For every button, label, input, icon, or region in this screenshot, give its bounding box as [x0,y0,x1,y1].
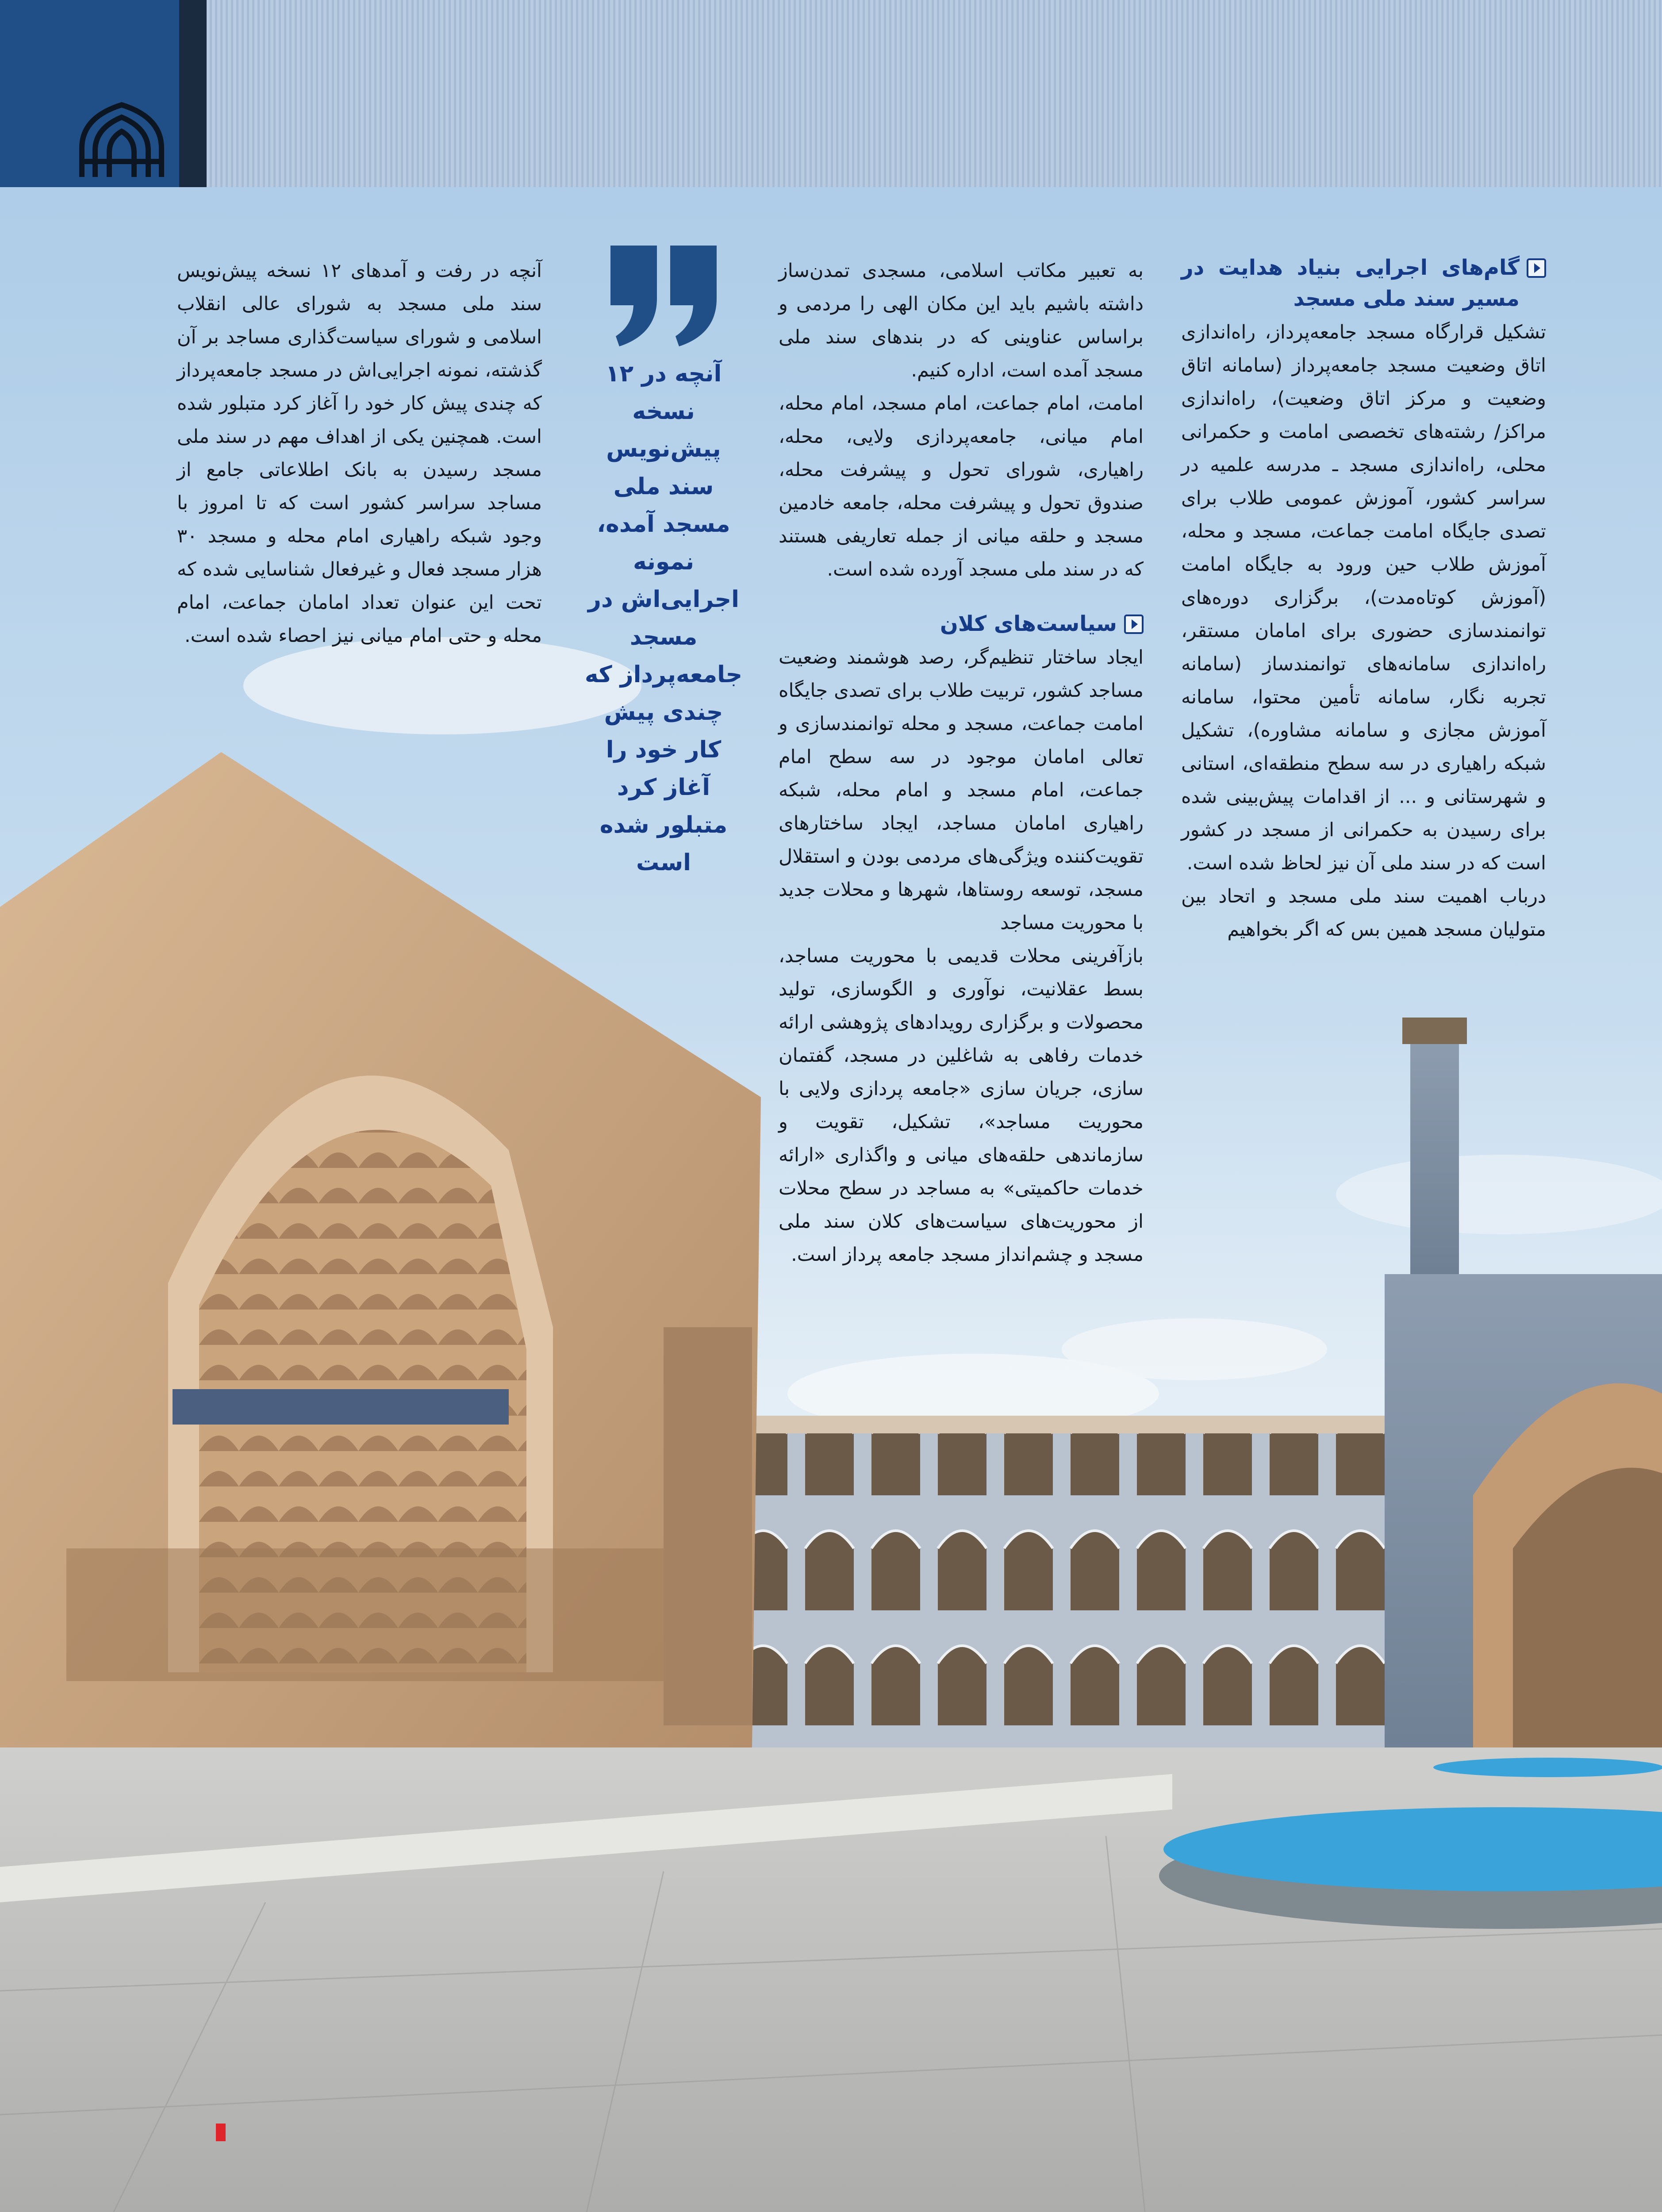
mosque-dome-icon [77,100,166,179]
header-pattern-band [207,0,1662,187]
section-heading-steps [1181,252,1546,314]
header-logo-box [0,0,179,187]
body-paragraph: درباب اهمیت سند ملی مسجد و اتحاد بین متولیان مسجد همین بس که اگر بخواهیم [1181,885,1546,941]
body-paragraph: بازآفرینی محلات قدیمی با محوریت مساجد، بسط عقلانیت، نوآوری و الگوسازی، تولید محصولات و برگزاری رویدادهای پژوهشی ارائه خدمات رفاهی به شاغلین در مسجد، گفتمان سازی، جریان سازی «جامعه پردازی ولایی با محوریت مساجد»، تشکیل، تقویت و سازماندهی حلقه‌های میانی و واگذاری «ارائه خدمات حاکمیتی» به مساجد در سطح محلات از محوریت‌های سیاست‌های کلان سند ملی مسجد و چشم‌انداز مسجد جامعه پرداز است. [779,945,1144,1266]
body-paragraph: آنچه در رفت و آمدهای ۱۲ نسخه پیش‌نویس سند ملی مسجد به شورای عالی انقلاب اسلامی و شورای سیاست‌گذاری مساجد بر آن گذشته، نمونه اجرایی‌اش در مسجد جامعه‌پرداز که چندی پیش کار خود را آغاز کرد متبلور شده است. همچنین یکی از اهداف مهم در سند ملی مسجد رسیدن به بانک اطلاعاتی جامع از مساجد سراسر کشور است که تا امروز با وجود شبکه راهیاری امام محله و مسجد ۳۰ هزار مسجد فعال و غیرفعال شناسایی شده که تحت این عنوان تعداد امامان جماعت، امام محله و حتی امام میانی نیز احصاء شده است. [177,260,542,647]
article-column-2 [779,254,1144,1271]
quotation-mark-icon [606,246,721,347]
article-column-1 [1181,252,1546,946]
article-column-3 [177,254,542,653]
body-paragraph: ایجاد ساختار تنظیم‌گر، رصد هوشمند وضعیت مساجد کشور، تربیت طلاب برای تصدی جایگاه امامت جماعت، مسجد و محله توانمندسازی و تعالی امامان موجود در سه سطح امام جماعت، امام مسجد و امام محله، شبکه راهیاری امامان مساجد، ایجاد ساختارهای تقویت‌کننده ویژگی‌های مردمی بودن و استقلال مسجد، توسعه روستاها، شهرها و محلات جدید با محوریت مساجد [779,646,1144,934]
section-heading-text: گام‌های اجرایی بنیاد هدایت در مسیر سند ملی مسجد [1181,255,1520,311]
page-marker [216,2124,226,2141]
pull-quote [584,246,743,882]
section-heading-policies [779,608,1144,639]
body-paragraph: امامت، امام جماعت، امام مسجد، امام محله، امام میانی، جامعه‌پردازی ولایی، محله، راهیاری، شورای تحول و پیشرفت محله، صندوق تحول و پیشرفت محله، جامعه خادمین مسجد و حلقه میانی از جمله تعاریفی هستند که در سند ملی مسجد آورده شده است. [779,392,1144,580]
body-paragraph: به تعبیر مکاتب اسلامی، مسجدی تمدن‌ساز داشته باشیم باید این مکان الهی را مردمی و براساس عناوینی که در بندهای سند ملی مسجد آمده است، اداره کنیم. [779,260,1144,381]
header-dark-stripe [179,0,207,187]
bullet-marker-icon [1527,258,1546,278]
section-heading-text: سیاست‌های کلان [940,611,1117,636]
pull-quote-text: آنچه در ۱۲ نسخه پیش‌نویس سند ملی مسجد آمده، نمونه اجرایی‌اش در مسجد جامعه‌پرداز که چندی پیش کار خود را آغاز کرد متبلور شده است [584,361,743,876]
bullet-marker-icon [1124,614,1144,634]
body-paragraph: تشکیل قرارگاه مسجد جامعه‌پرداز، راه‌اندازی اتاق وضعیت مسجد جامعه‌پرداز (سامانه اتاق وضعیت و مرکز اتاق وضعیت)، راه‌اندازی مراکز/ رشته‌های تخصصی امامت و حکمرانی محلی، راه‌اندازی مسجد ـ مدرسه علمیه در سراسر کشور، آموزش عمومی طلاب برای تصدی جایگاه امامت جماعت، مسجد و محله، آموزش طلاب حین ورود به جایگاه امامت (آموزش کوتاه‌مدت)، برگزاری دوره‌های توانمندسازی حضوری برای امامان مستقر، راه‌اندازی سامانه‌های توانمندساز (سامانه تجربه نگار، سامانه تأمین محتوا، سامانه آموزش مجازی و سامانه مشاوره)، تشکیل شبکه راهیاری در سه سطح منطقه‌ای، استانی و شهرستانی و ... از اقدامات پیش‌بینی شده برای رسیدن به حکمرانی از مسجد در کشور است که در سند ملی آن نیز لحاظ شده است. [1181,321,1546,874]
